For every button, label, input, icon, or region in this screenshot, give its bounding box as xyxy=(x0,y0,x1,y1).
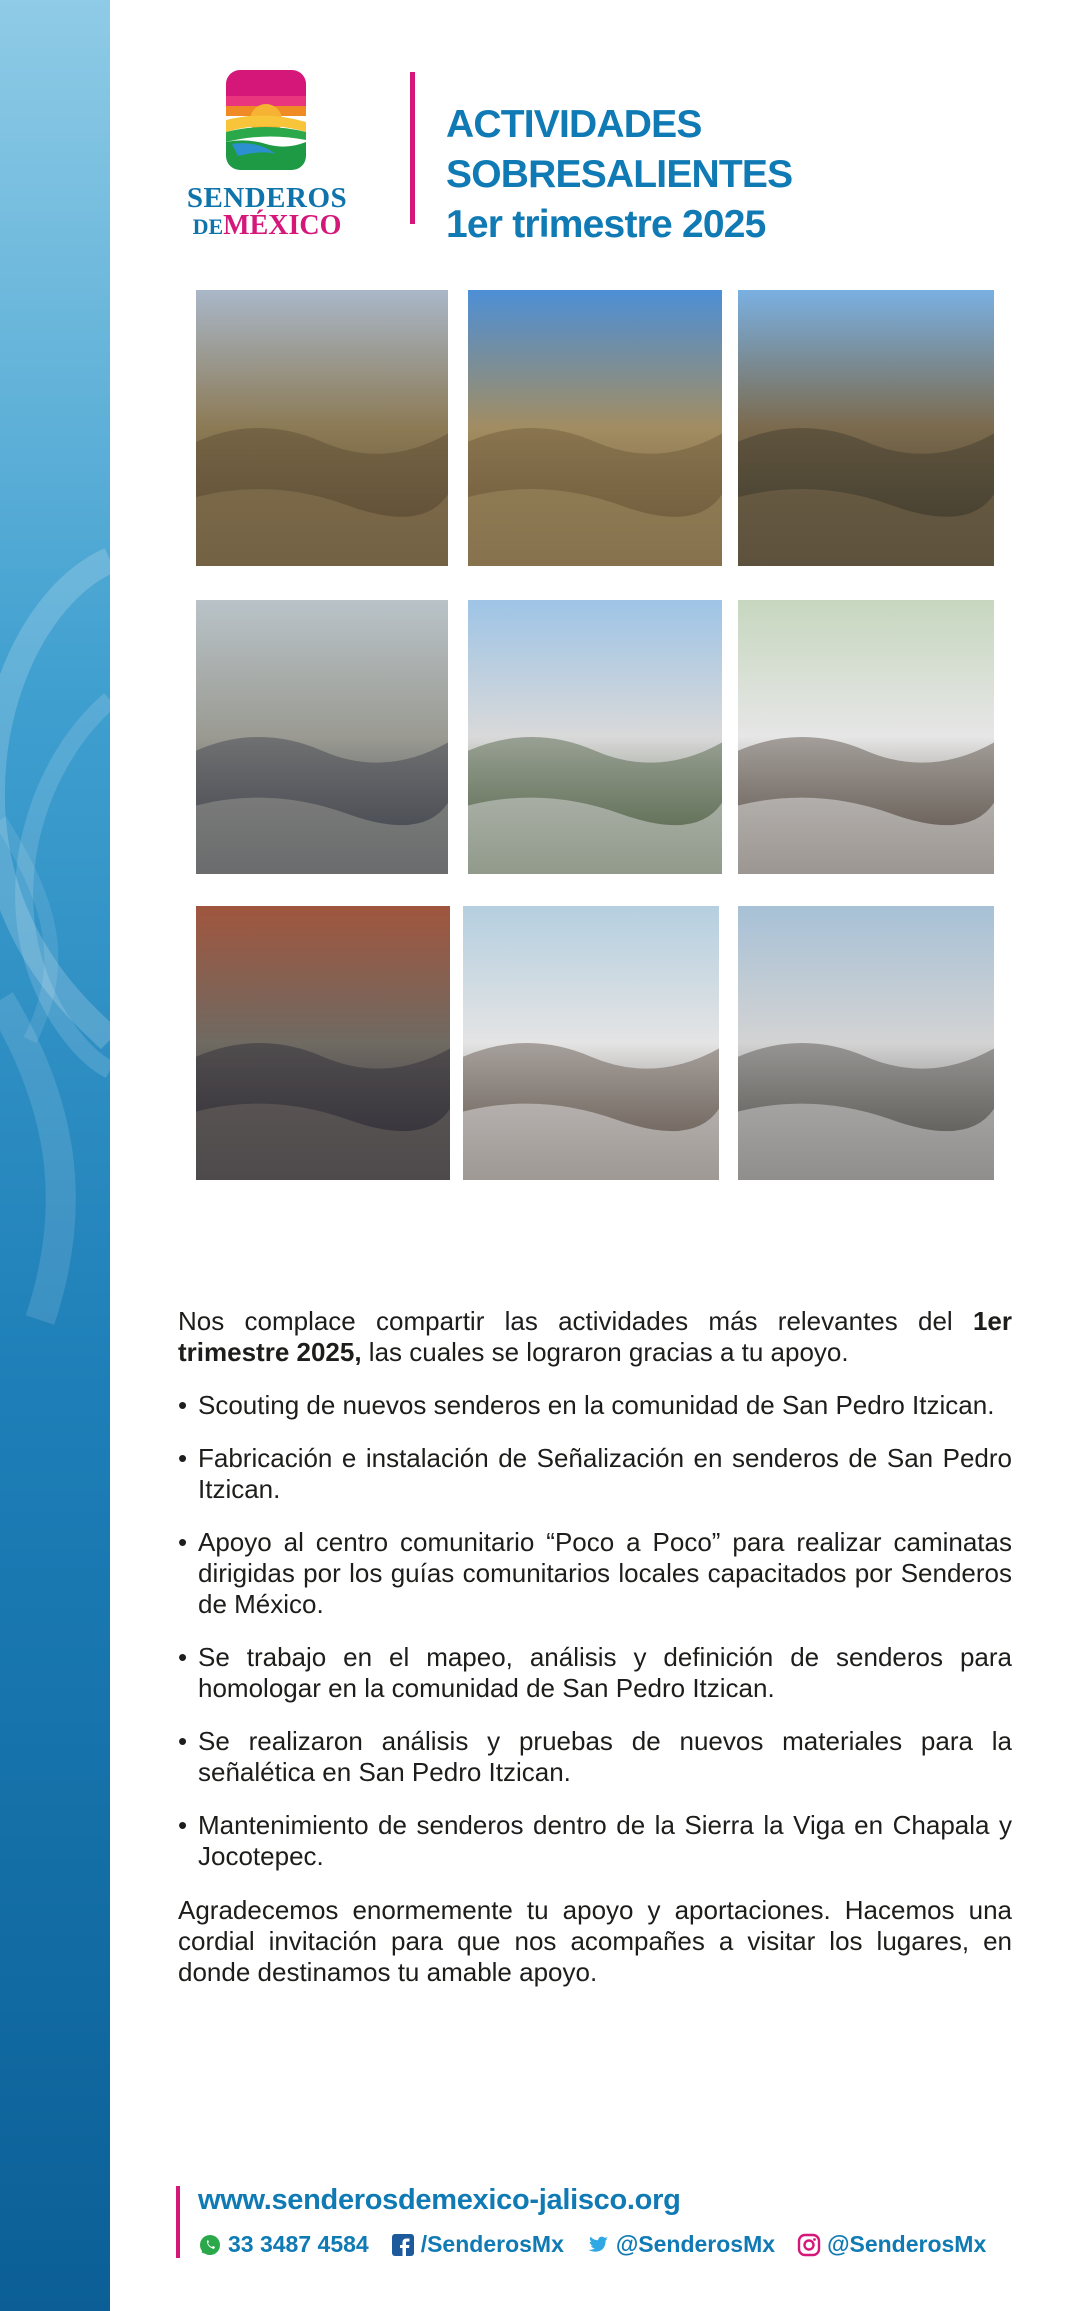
decorative-sidebar xyxy=(0,0,110,2311)
website-link[interactable]: www.senderosdemexico-jalisco.org xyxy=(198,2184,681,2216)
logo-emblem-icon xyxy=(176,70,358,180)
page-title-line1: ACTIVIDADES SOBRESALIENTES xyxy=(446,103,793,196)
photo-meeting-table-2 xyxy=(738,600,994,874)
instagram-contact[interactable] xyxy=(797,2231,986,2258)
logo-wordmark-mexico xyxy=(176,210,358,242)
instagram-handle: @SenderosMx xyxy=(827,2231,987,2257)
sidebar-pattern xyxy=(0,0,110,2311)
activity-item: • Se trabajo en el mapeo, análisis y definición de senderos para homologar en la comunidad de San Pedro Itzican. xyxy=(178,1642,1012,1704)
facebook-icon xyxy=(391,2233,415,2257)
twitter-contact[interactable] xyxy=(586,2231,775,2258)
twitter-bird-icon xyxy=(586,2233,610,2257)
facebook-handle: /SenderosMx xyxy=(420,2231,564,2257)
whatsapp-icon xyxy=(198,2233,222,2257)
facebook-contact[interactable] xyxy=(391,2231,564,2258)
intro-paragraph xyxy=(178,1306,1012,1368)
whatsapp-contact[interactable] xyxy=(198,2231,369,2258)
logo-wordmark-mexico-text: MÉXICO xyxy=(223,210,342,241)
photo-workshop-tables xyxy=(738,906,994,1180)
page-title-line2: 1er trimestre 2025 xyxy=(446,203,766,246)
activity-item: • Fabricación e instalación de Señalización en senderos de San Pedro Itzican. xyxy=(178,1443,1012,1505)
closing-paragraph: Agradecemos enormemente tu apoyo y aportaciones. Hacemos una cordial invitación para que nos acompañes a visitar los lugares, en donde destinamos tu amable apoyo. xyxy=(178,1895,1012,1987)
activity-item: • Se realizaron análisis y pruebas de nuevos materiales para la señalética en San Pedro Itzican. xyxy=(178,1726,1012,1788)
intro-bold: 1er trimestre 2025, xyxy=(178,1306,1012,1367)
contact-bar xyxy=(198,2231,1008,2258)
activity-item: • Apoyo al centro comunitario “Poco a Poco” para realizar caminatas dirigidas por los guías comunitarios locales capacitados por Senderos de México. xyxy=(178,1527,1012,1620)
intro-suffix: las cuales se lograron gracias a tu apoyo. xyxy=(361,1337,849,1367)
logo-wordmark-de: DE xyxy=(192,214,224,239)
instagram-icon xyxy=(797,2233,821,2257)
intro-prefix: Nos complace compartir las actividades más relevantes del xyxy=(178,1306,973,1336)
header-divider xyxy=(410,72,415,224)
photo-trail-scouting xyxy=(196,290,448,566)
photo-trail-signpost xyxy=(468,290,722,566)
logo-wordmark-senderos: SENDEROS xyxy=(186,182,348,214)
photo-community-center-entrance xyxy=(196,600,448,874)
activity-item: • Scouting de nuevos senderos en la comunidad de San Pedro Itzican. xyxy=(178,1390,1012,1421)
senderos-logo xyxy=(176,70,358,240)
photo-guide-presentation xyxy=(463,906,719,1180)
photo-hill-worker xyxy=(738,290,994,566)
twitter-handle: @SenderosMx xyxy=(615,2231,776,2257)
photo-meeting-table-1 xyxy=(468,600,722,874)
page-title xyxy=(446,100,1046,250)
whatsapp-number: 33 3487 4584 xyxy=(228,2231,369,2257)
photo-group-portrait xyxy=(196,906,450,1180)
activity-item: • Mantenimiento de senderos dentro de la Sierra la Viga en Chapala y Jocotepec. xyxy=(178,1810,1012,1872)
activities-list xyxy=(178,1390,1012,1894)
footer-divider xyxy=(176,2186,180,2258)
